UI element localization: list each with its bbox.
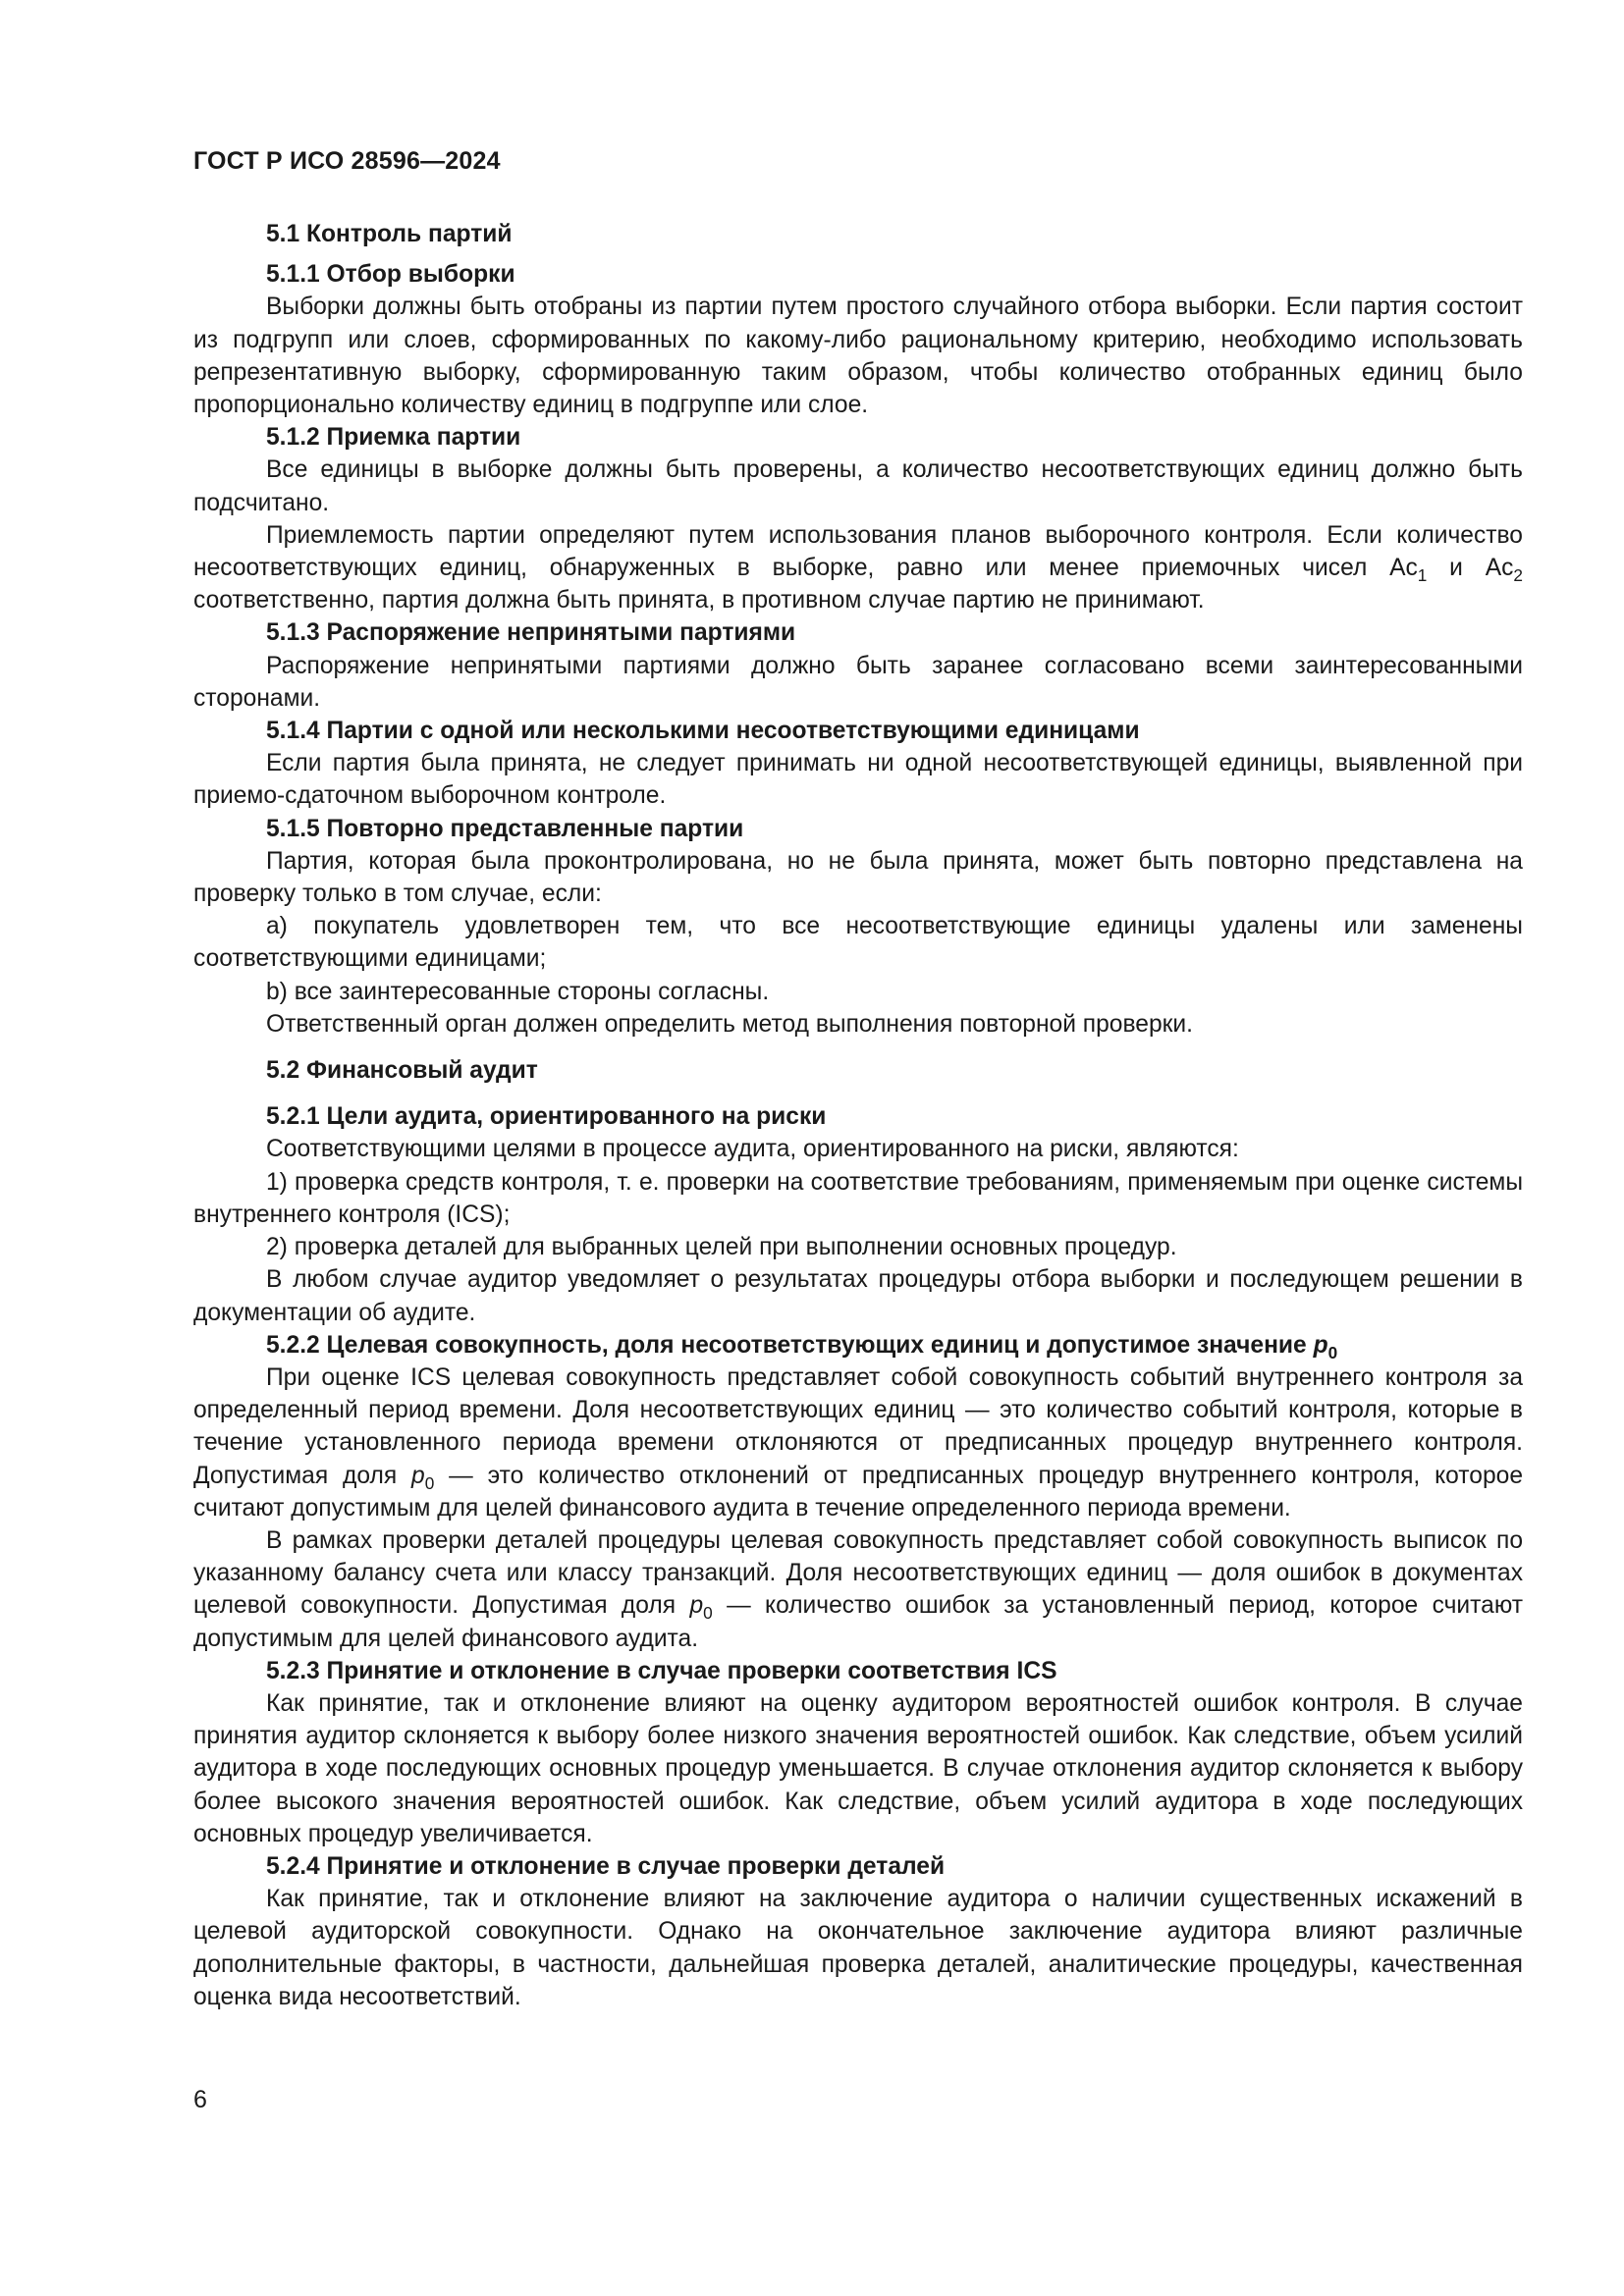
paragraph: Партия, которая была проконтролирована, но не была принята, может быть повторно представлена на проверку только в том случае, если: [193,847,1523,908]
subsection-heading-5-1-1: 5.1.1 Отбор выборки [266,261,515,289]
paragraph: При оценке ICS целевая совокупность представляет собой совокупность событий внутреннего контроля за определенный период времени. Доля несоответствующих единиц — это количество событий контроля, которые в течение установленного периода времени отклоняются от предписанных процедур внутреннего контроля. Допустимая доля $p_0$ — это количество отклонений от предписанных процедур внутреннего контроля, которое считают допустимым для целей финансового аудита в течение определенного периода времени. [193,1363,1523,1522]
paragraph: Выборки должны быть отобраны из партии путем простого случайного отбора выборки. Если партия состоит из подгрупп или слоев, сформированных по какому-либо рациональному критерию, необходимо использовать репрезентативную выборку, сформированную таким образом, чтобы количество отобранных единиц было пропорционально количеству единиц в подгруппе или слое. [193,294,1523,419]
subsection-heading-5-1-3: 5.1.3 Распоряжение непринятыми партиями [266,619,796,647]
list-item: b) все заинтересованные стороны согласны. [266,978,770,1005]
list-item: 1) проверка средств контроля, т. е. проверки на соответствие требованиям, применяемым при оценке системы внутреннего контроля (ICS); [193,1168,1523,1228]
page-body [193,218,1523,2013]
subsection-heading-5-2-1: 5.2.1 Цели аудита, ориентированного на риски [266,1103,827,1131]
paragraph: Если партия была принята, не следует принимать ни одной несоответствующей единицы, выявленной при приемо-сдаточном выборочном контроле. [193,750,1523,810]
subsection-heading-5-1-5: 5.1.5 Повторно представленные партии [266,815,744,842]
section-heading-5-2: 5.2 Финансовый аудит [266,1057,538,1085]
list-item: 2) проверка деталей для выбранных целей при выполнении основных процедур. [266,1234,1177,1261]
subsection-heading-5-1-4: 5.1.4 Партии с одной или несколькими несоответствующими единицами [266,718,1140,745]
page-number: 6 [193,2086,207,2113]
section-heading-5-1: 5.1 Контроль партий [266,221,513,247]
paragraph: Как принятие, так и отклонение влияют на заключение аудитора о наличии существенных искажений в целевой аудиторской совокупности. Однако на окончательное заключение аудитора влияют различные дополнительные факторы, в частности, дальнейшая проверка деталей, аналитические процедуры, качественная оценка вида несоответствий. [193,1886,1523,2010]
paragraph: Ответственный орган должен определить метод выполнения повторной проверки. [266,1010,1193,1038]
subsection-heading-5-2-2: 5.2.2 Целевая совокупность, доля несоответствующих единиц и допустимое значение $p_0$ [266,1331,1338,1362]
paragraph: В любом случае аудитор уведомляет о результатах процедуры отбора выборки и последующем решении в документации об аудите. [193,1266,1523,1326]
subsection-heading-5-2-4: 5.2.4 Принятие и отклонение в случае проверки деталей [266,1852,946,1880]
paragraph: Соответствующими целями в процессе аудита, ориентированного на риски, являются: [266,1136,1239,1163]
list-item: a) покупатель удовлетворен тем, что все несоответствующие единицы удалены или заменены соответствующими единицами; [193,913,1523,973]
paragraph: В рамках проверки деталей процедуры целевая совокупность представляет собой совокупность выписок по указанному балансу счета или классу транзакций. Доля несоответствующих единиц — доля ошибок в документах целевой совокупности. Допустимая доля $p_0$ — количество ошибок за установленный период, которое считают допустимым для целей финансового аудита. [193,1526,1523,1652]
paragraph: Приемлемость партии определяют путем использования планов выборочного контроля. Если количество несоответствующих единиц, обнаруженных в выборке, равно или менее приемочных чисел $Ac_1$ и $Ac_2$ соответственно, партия должна быть принята, в противном случае партию не принимают. [193,521,1523,614]
paragraph: Все единицы в выборке должны быть проверены, а количество несоответствующих единиц должно быть подсчитано. [193,456,1523,516]
subsection-heading-5-2-3: 5.2.3 Принятие и отклонение в случае проверки соответствия ICS [266,1657,1057,1684]
subsection-heading-5-1-2: 5.1.2 Приемка партии [266,424,521,452]
document-header: ГОСТ Р ИСО 28596—2024 [193,147,501,175]
paragraph: Как принятие, так и отклонение влияют на оценку аудитором вероятностей ошибок контроля. В случае принятия аудитор склоняется к выбору более низкого значения вероятностей ошибок. Как следствие, объем усилий аудитора в ходе последующих основных процедур уменьшается. В случае отклонения аудитор склоняется к выбору более высокого значения вероятностей ошибок. Как следствие, объем усилий аудитора в ходе последующих основных процедур увеличивается. [193,1689,1523,1847]
paragraph: Распоряжение непринятыми партиями должно быть заранее согласовано всеми заинтересованными сторонами. [193,652,1523,712]
